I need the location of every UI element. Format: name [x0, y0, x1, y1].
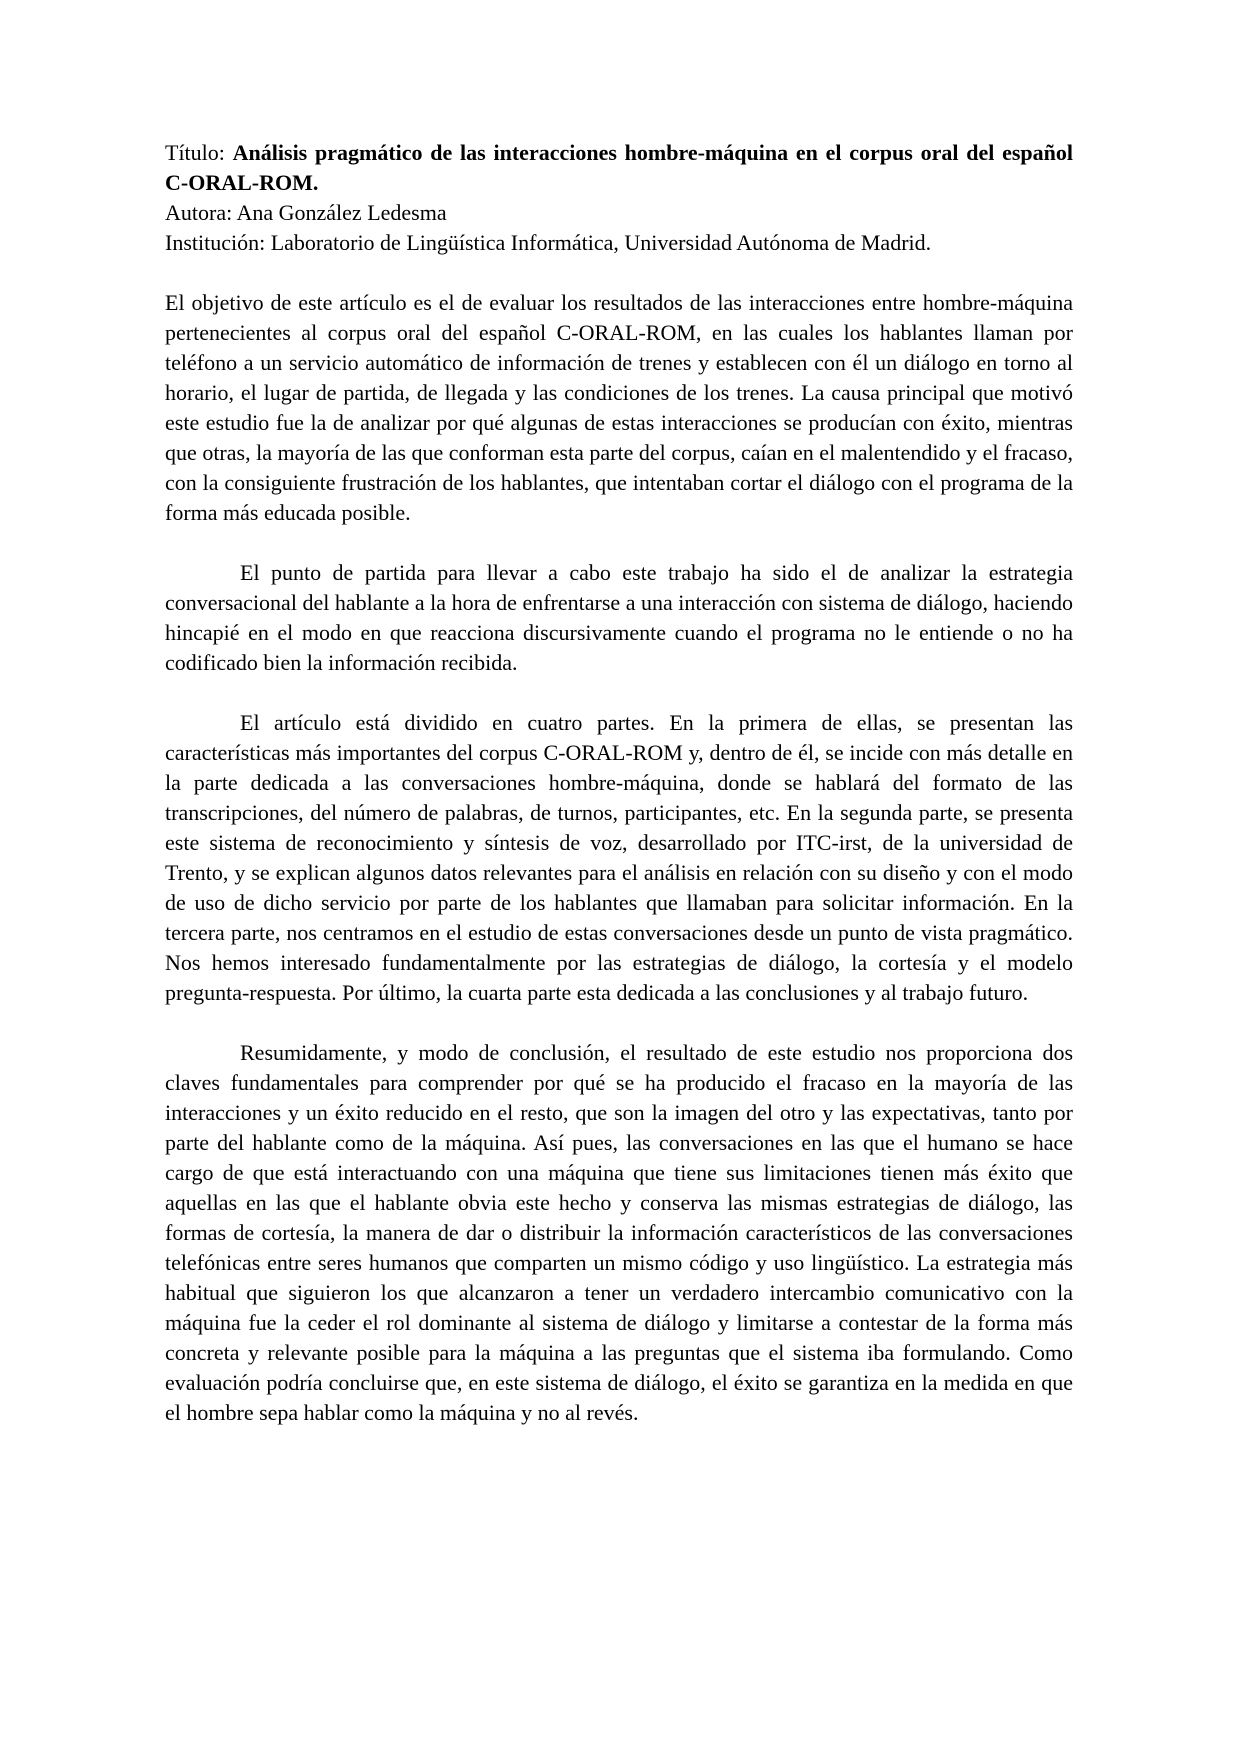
author-line: Autora: Ana González Ledesma: [165, 200, 447, 225]
title-line: [165, 138, 1073, 198]
abstract-paragraph-1: El objetivo de este artículo es el de evaluar los resultados de las interacciones entre hombre-máquina pertenecientes al corpus oral del español C-ORAL-ROM, en las cuales los hablantes llaman por teléfono a un servicio automático de información de trenes y establecen con él un diálogo en torno al horario, el lugar de partida, de llegada y las condiciones de los trenes. La causa principal que motivó este estudio fue la de analizar por qué algunas de estas interacciones se producían con éxito, mientras que otras, la mayoría de las que conforman esta parte del corpus, caían en el malentendido y el fracaso, con la consiguiente frustración de los hablantes, que intentaban cortar el diálogo con el programa de la forma más educada posible.: [165, 290, 1073, 525]
title-label: Título:: [165, 140, 233, 165]
paper-title: Análisis pragmático de las interacciones hombre-máquina en el corpus oral del español C-ORAL-ROM.: [165, 140, 1073, 195]
header-block: [165, 138, 1073, 258]
abstract-paragraph-4: Resumidamente, y modo de conclusión, el resultado de este estudio nos proporciona dos claves fundamentales para comprender por qué se ha producido el fracaso en la mayoría de las interacciones y un éxito reducido en el resto, que son la imagen del otro y las expectativas, tanto por parte del hablante como de la máquina. Así pues, las conversaciones en las que el humano se hace cargo de que está interactuando con una máquina que tiene sus limitaciones tienen más éxito que aquellas en las que el hablante obvia este hecho y conserva las mismas estrategias de diálogo, las formas de cortesía, la manera de dar o distribuir la información característicos de las conversaciones telefónicas entre seres humanos que comparten un mismo código y uso lingüístico. La estrategia más habitual que siguieron los que alcanzaron a tener un verdadero intercambio comunicativo con la máquina fue la ceder el rol dominante al sistema de diálogo y limitarse a contestar de la forma más concreta y relevante posible para la máquina a las preguntas que el sistema iba formulando. Como evaluación podría concluirse que, en este sistema de diálogo, el éxito se garantiza en la medida en que el hombre sepa hablar como la máquina y no al revés.: [165, 1040, 1073, 1425]
abstract-paragraph-3: El artículo está dividido en cuatro partes. En la primera de ellas, se presentan las características más importantes del corpus C-ORAL-ROM y, dentro de él, se incide con más detalle en la parte dedicada a las conversaciones hombre-máquina, donde se hablará del formato de las transcripciones, del número de palabras, de turnos, participantes, etc. En la segunda parte, se presenta este sistema de reconocimiento y síntesis de voz, desarrollado por ITC-irst, de la universidad de Trento, y se explican algunos datos relevantes para el análisis en relación con su diseño y con el modo de uso de dicho servicio por parte de los hablantes que llamaban para solicitar información. En la tercera parte, nos centramos en el estudio de estas conversaciones desde un punto de vista pragmático. Nos hemos interesado fundamentalmente por las estrategias de diálogo, la cortesía y el modelo pregunta-respuesta. Por último, la cuarta parte esta dedicada a las conclusiones y al trabajo futuro.: [165, 710, 1073, 1005]
abstract-paragraph-2: El punto de partida para llevar a cabo este trabajo ha sido el de analizar la estrategia conversacional del hablante a la hora de enfrentarse a una interacción con sistema de diálogo, haciendo hincapié en el modo en que reacciona discursivamente cuando el programa no le entiende o no ha codificado bien la información recibida.: [165, 560, 1073, 675]
institution-line: Institución: Laboratorio de Lingüística Informática, Universidad Autónoma de Madrid.: [165, 230, 932, 255]
